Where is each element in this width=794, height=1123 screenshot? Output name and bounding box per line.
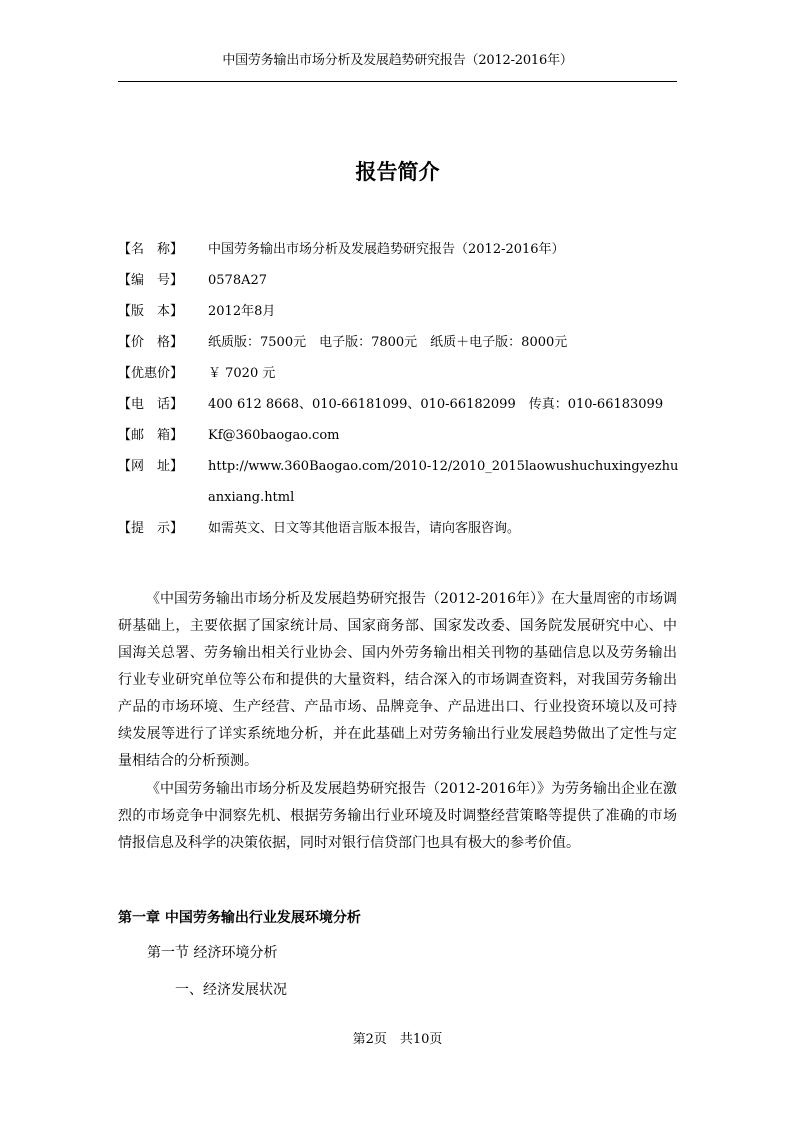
info-row-phone	[118, 389, 683, 420]
page-number: 第2页 共10页	[352, 1032, 443, 1047]
report-info	[118, 234, 683, 544]
info-label: 【优惠价】	[118, 366, 184, 381]
info-value: ￥ 7020 元	[208, 366, 276, 381]
info-value: 0578A27	[208, 273, 268, 288]
info-row-email	[118, 420, 683, 451]
info-label: 【价 格】	[118, 335, 184, 350]
info-label: 【名 称】	[118, 242, 184, 257]
toc-subsection-heading: 一、经济发展状况	[175, 982, 287, 998]
website-link[interactable]: http://www.360Baogao.com/2010-12/2010_2015laowushuchuxingyezhuanxiang.html	[208, 459, 679, 505]
info-label: 【编 号】	[118, 273, 184, 288]
intro-paragraph: 《中国劳务输出市场分析及发展趋势研究报告（2012-2016年）》在大量周密的市场调研基础上，主要依据了国家统计局、国家商务部、国家发改委、国务院发展研究中心、中国海关总署、劳务输出相关行业协会、国内外劳务输出相关刊物的基础信息以及劳务输出行业专业研究单位等公布和提供的大量资料，结合深入的市场调查资料，对我国劳务输出产品的市场环境、生产经营、产品市场、品牌竞争、产品进出口、行业投资环境以及可持续发展等进行了详实系统地分析，并在此基础上对劳务输出行业发展趋势做出了定性与定量相结合的分析预测。	[118, 591, 677, 769]
info-value: 中国劳务输出市场分析及发展趋势研究报告（2012-2016年）	[208, 242, 565, 257]
info-row-name	[118, 234, 683, 265]
info-row-price	[118, 327, 683, 358]
info-row-edition	[118, 296, 683, 327]
intro-paragraph: 《中国劳务输出市场分析及发展趋势研究报告（2012-2016年）》为劳务输出企业在激烈的市场竞争中洞察先机、根据劳务输出行业环境及时调整经营策略等提供了准确的市场情报信息及科学的决策依据，同时对银行信贷部门也具有极大的参考价值。	[118, 781, 677, 851]
info-value: 如需英文、日文等其他语言版本报告，请向客服咨询。	[208, 521, 521, 536]
page-header: 中国劳务输出市场分析及发展趋势研究报告（2012-2016年）	[222, 53, 573, 68]
info-row-tip	[118, 513, 683, 544]
info-label: 【网 址】	[118, 459, 184, 474]
info-label: 【邮 箱】	[118, 428, 184, 443]
info-label: 【提 示】	[118, 521, 184, 536]
info-value: 2012年8月	[208, 304, 276, 319]
info-row-discount	[118, 358, 683, 389]
info-row-code	[118, 265, 683, 296]
info-value: 纸质版：7500元 电子版：7800元 纸质＋电子版：8000元	[208, 335, 568, 350]
toc-section-heading: 第一节 经济环境分析	[147, 945, 278, 961]
page-title: 报告简介	[355, 160, 440, 184]
info-label: 【版 本】	[118, 304, 184, 319]
email-link[interactable]: Kf@360baogao.com	[208, 428, 340, 443]
header-rule	[118, 81, 677, 82]
toc-chapter-heading: 第一章 中国劳务输出行业发展环境分析	[118, 910, 361, 926]
info-label: 【电 话】	[118, 397, 184, 412]
info-value: 400 612 8668、010-66181099、010-66182099 传真：010-66183099	[208, 397, 664, 412]
info-row-website	[118, 451, 683, 513]
